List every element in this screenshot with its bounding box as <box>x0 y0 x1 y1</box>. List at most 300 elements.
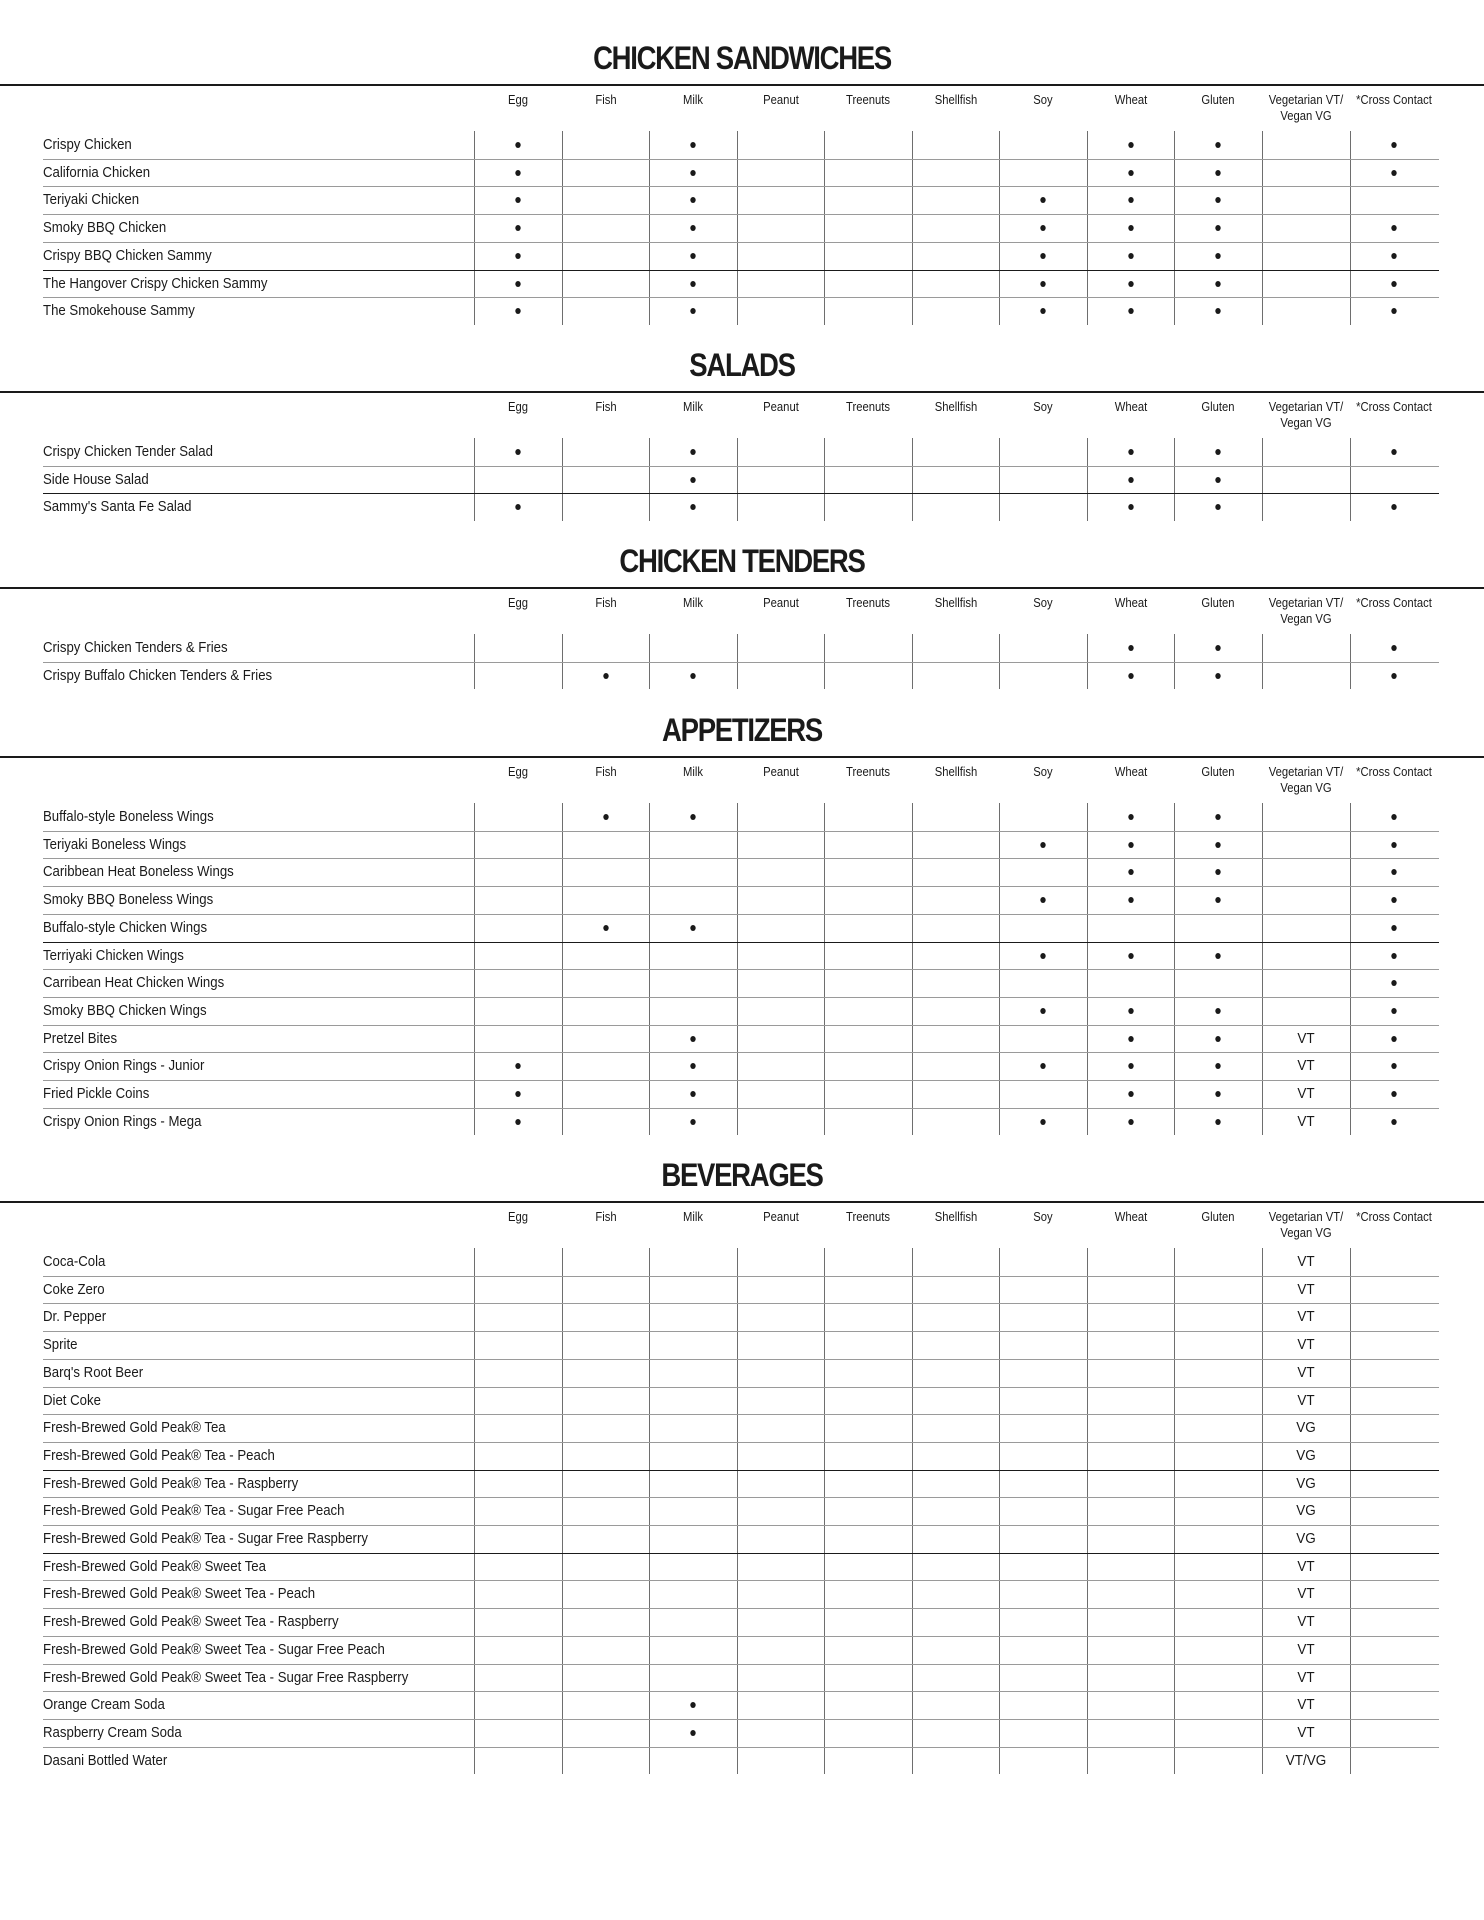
bullet-dot-icon <box>1128 1036 1133 1042</box>
menu-item-name: Diet Coke <box>43 1391 101 1409</box>
allergen-mark-soy <box>1003 1052 1082 1079</box>
allergen-mark-soy <box>1003 270 1082 297</box>
allergen-mark-fish <box>566 803 645 830</box>
allergen-mark-cross <box>1354 942 1433 969</box>
bullet-dot-icon <box>1215 897 1220 903</box>
bullet-dot-icon <box>690 925 695 931</box>
vegetarian-vegan-label: VG <box>1296 1502 1316 1520</box>
menu-item-name: Smoky BBQ Chicken Wings <box>43 1001 207 1019</box>
allergen-mark-cross <box>1354 914 1433 941</box>
allergen-mark-gluten <box>1178 1025 1257 1052</box>
menu-item-name: Fresh-Brewed Gold Peak® Sweet Tea <box>43 1557 266 1575</box>
menu-item-name: Crispy BBQ Chicken Sammy <box>43 246 212 264</box>
bullet-dot-icon <box>1215 842 1220 848</box>
bullet-dot-icon <box>1040 225 1045 231</box>
bullet-dot-icon <box>1391 253 1396 259</box>
allergen-mark-soy <box>1003 886 1082 913</box>
column-header-egg: Egg <box>507 596 529 610</box>
menu-item-name: Caribbean Heat Boneless Wings <box>43 863 234 881</box>
allergen-mark-milk <box>653 186 732 213</box>
column-header-treenuts: Treenuts <box>846 1210 890 1224</box>
bullet-dot-icon <box>1128 1063 1133 1069</box>
allergen-mark-wheat <box>1091 297 1170 324</box>
vegetarian-vegan-label: VG <box>1296 1419 1316 1437</box>
row-divider <box>43 1747 1439 1748</box>
section-title: BEVERAGES <box>661 1157 823 1193</box>
menu-item-name: Crispy Onion Rings - Mega <box>43 1112 202 1130</box>
column-header-egg: Egg <box>507 400 529 414</box>
allergen-mark-cross <box>1354 297 1433 324</box>
allergen-mark-gluten <box>1178 186 1257 213</box>
bullet-dot-icon <box>515 1119 520 1125</box>
bullet-dot-icon <box>515 142 520 148</box>
column-header-shellfish: Shellfish <box>934 765 978 779</box>
bullet-dot-icon <box>690 449 695 455</box>
column-divider <box>999 1248 1000 1774</box>
column-divider <box>474 438 475 521</box>
allergen-mark-gluten <box>1178 242 1257 269</box>
column-header-gluten: Gluten <box>1201 596 1235 610</box>
column-header-peanut: Peanut <box>763 596 799 610</box>
bullet-dot-icon <box>1128 869 1133 875</box>
menu-item-name: Side House Salad <box>43 470 149 488</box>
allergen-mark-soy <box>1003 1108 1082 1135</box>
column-header-peanut: Peanut <box>763 765 799 779</box>
bullet-dot-icon <box>1040 897 1045 903</box>
bullet-dot-icon <box>1391 1008 1396 1014</box>
bullet-dot-icon <box>603 673 608 679</box>
allergen-mark-egg <box>478 131 557 158</box>
allergen-mark-gluten <box>1178 858 1257 885</box>
column-divider <box>1174 438 1175 521</box>
menu-item-name: Buffalo-style Boneless Wings <box>43 808 214 825</box>
allergen-mark-cross <box>1354 662 1433 689</box>
vegetarian-vegan-label: VT <box>1297 1057 1315 1075</box>
bullet-dot-icon <box>603 814 608 820</box>
column-header-treenuts: Treenuts <box>846 400 890 414</box>
menu-item-name: Fried Pickle Coins <box>43 1085 150 1102</box>
allergen-mark-gluten <box>1178 159 1257 186</box>
allergen-mark-wheat <box>1091 1025 1170 1052</box>
bullet-dot-icon <box>1128 504 1133 510</box>
bullet-dot-icon <box>1391 281 1396 287</box>
bullet-dot-icon <box>1215 1091 1220 1097</box>
bullet-dot-icon <box>1391 449 1396 455</box>
column-header-milk: Milk <box>683 596 703 610</box>
column-divider <box>649 438 650 521</box>
section-rule <box>0 391 1484 393</box>
column-header-treenuts: Treenuts <box>846 93 890 107</box>
allergen-mark-wheat <box>1091 858 1170 885</box>
vegetarian-vegan-label: VT <box>1297 1112 1315 1130</box>
column-header-vegetarian-vt-vegan-vg: Vegetarian VT/ Vegan VG <box>1268 765 1344 795</box>
menu-item-name: Fresh-Brewed Gold Peak® Tea - Peach <box>43 1446 275 1464</box>
bullet-dot-icon <box>1391 953 1396 959</box>
allergen-mark-gluten <box>1178 1080 1257 1107</box>
row-divider <box>43 1691 1439 1692</box>
column-header-treenuts: Treenuts <box>846 596 890 610</box>
menu-item-name: Crispy Onion Rings - Junior <box>43 1057 205 1075</box>
column-header-peanut: Peanut <box>763 400 799 414</box>
column-header-shellfish: Shellfish <box>934 93 978 107</box>
bullet-dot-icon <box>1391 1119 1396 1125</box>
column-header-fish: Fish <box>595 93 617 107</box>
column-header-fish: Fish <box>595 765 617 779</box>
menu-item-name: Crispy Chicken <box>43 136 132 153</box>
allergen-mark-soy <box>1003 242 1082 269</box>
allergen-mark-wheat <box>1091 662 1170 689</box>
bullet-dot-icon <box>1040 1119 1045 1125</box>
bullet-dot-icon <box>1215 645 1220 651</box>
menu-item-name: Fresh-Brewed Gold Peak® Tea - Raspberry <box>43 1474 299 1492</box>
bullet-dot-icon <box>1128 225 1133 231</box>
menu-item-name: Teriyaki Chicken <box>43 191 140 209</box>
column-divider <box>474 1248 475 1774</box>
vegetarian-vegan-label: VT <box>1297 1085 1315 1102</box>
menu-item-name: Dr. Pepper <box>43 1308 107 1326</box>
allergen-mark-milk <box>653 493 732 520</box>
vegetarian-vegan-label: VT <box>1297 1613 1315 1631</box>
column-header-gluten: Gluten <box>1201 765 1235 779</box>
allergen-mark-egg <box>478 214 557 241</box>
vegetarian-vegan-label: VG <box>1296 1474 1316 1492</box>
column-header-egg: Egg <box>507 765 529 779</box>
allergen-mark-milk <box>653 914 732 941</box>
allergen-mark-gluten <box>1178 1108 1257 1135</box>
section-rule <box>0 756 1484 758</box>
column-header-soy: Soy <box>1033 596 1053 610</box>
allergen-mark-cross <box>1354 1025 1433 1052</box>
allergen-mark-egg <box>478 270 557 297</box>
bullet-dot-icon <box>1215 814 1220 820</box>
column-header-cross-contact: *Cross Contact <box>1356 596 1432 610</box>
vegetarian-vegan-label: VT <box>1297 1640 1315 1658</box>
bullet-dot-icon <box>1391 1036 1396 1042</box>
column-divider <box>1262 438 1263 521</box>
allergen-mark-milk <box>653 159 732 186</box>
allergen-mark-cross <box>1354 1080 1433 1107</box>
allergen-mark-wheat <box>1091 242 1170 269</box>
column-header-wheat: Wheat <box>1114 93 1148 107</box>
allergen-mark-egg <box>478 1052 557 1079</box>
bullet-dot-icon <box>1128 1008 1133 1014</box>
allergen-mark-egg <box>478 297 557 324</box>
bullet-dot-icon <box>1391 170 1396 176</box>
column-header-wheat: Wheat <box>1114 596 1148 610</box>
allergen-mark-egg <box>478 1080 557 1107</box>
bullet-dot-icon <box>1215 253 1220 259</box>
bullet-dot-icon <box>1215 197 1220 203</box>
allergen-mark-milk <box>653 297 732 324</box>
bullet-dot-icon <box>1215 142 1220 148</box>
menu-item-name: Smoky BBQ Boneless Wings <box>43 891 214 909</box>
allergen-mark-gluten <box>1178 662 1257 689</box>
vegetarian-vegan-label: VT <box>1297 1696 1315 1714</box>
bullet-dot-icon <box>1215 504 1220 510</box>
menu-item-name: Teriyaki Boneless Wings <box>43 835 187 853</box>
allergen-mark-wheat <box>1091 803 1170 830</box>
section-title: CHICKEN TENDERS <box>619 543 865 579</box>
section-title: SALADS <box>689 347 795 383</box>
column-header-shellfish: Shellfish <box>934 596 978 610</box>
column-header-fish: Fish <box>595 596 617 610</box>
allergen-mark-milk <box>653 1108 732 1135</box>
bullet-dot-icon <box>1215 225 1220 231</box>
column-header-vegetarian-vt-vegan-vg: Vegetarian VT/ Vegan VG <box>1268 1210 1344 1240</box>
bullet-dot-icon <box>515 253 520 259</box>
allergen-mark-wheat <box>1091 186 1170 213</box>
allergen-mark-fish <box>566 662 645 689</box>
bullet-dot-icon <box>690 1730 695 1736</box>
allergen-mark-gluten <box>1178 438 1257 465</box>
allergen-mark-gluten <box>1178 297 1257 324</box>
bullet-dot-icon <box>1128 1119 1133 1125</box>
column-divider <box>737 438 738 521</box>
bullet-dot-icon <box>690 308 695 314</box>
allergen-mark-wheat <box>1091 942 1170 969</box>
menu-item-name: Coca-Cola <box>43 1253 106 1270</box>
allergen-mark-cross <box>1354 803 1433 830</box>
row-divider <box>43 1359 1439 1360</box>
bullet-dot-icon <box>515 170 520 176</box>
column-divider <box>562 438 563 521</box>
bullet-dot-icon <box>690 142 695 148</box>
bullet-dot-icon <box>515 449 520 455</box>
allergen-mark-gluten <box>1178 634 1257 661</box>
allergen-mark-wheat <box>1091 1080 1170 1107</box>
bullet-dot-icon <box>690 1091 695 1097</box>
bullet-dot-icon <box>690 673 695 679</box>
allergen-mark-milk <box>653 466 732 493</box>
allergen-mark-wheat <box>1091 131 1170 158</box>
bullet-dot-icon <box>1215 1119 1220 1125</box>
menu-item-name: The Smokehouse Sammy <box>43 302 195 320</box>
bullet-dot-icon <box>1128 1091 1133 1097</box>
bullet-dot-icon <box>1215 449 1220 455</box>
allergen-mark-gluten <box>1178 131 1257 158</box>
bullet-dot-icon <box>1128 170 1133 176</box>
bullet-dot-icon <box>515 1063 520 1069</box>
allergen-mark-wheat <box>1091 270 1170 297</box>
column-header-vegetarian-vt-vegan-vg: Vegetarian VT/ Vegan VG <box>1268 400 1344 430</box>
menu-item-name: Fresh-Brewed Gold Peak® Sweet Tea - Raspberry <box>43 1613 339 1631</box>
allergen-mark-wheat <box>1091 493 1170 520</box>
menu-item-name: Barq's Root Beer <box>43 1363 144 1381</box>
allergen-mark-milk <box>653 1025 732 1052</box>
column-divider <box>737 131 738 325</box>
column-divider <box>1262 131 1263 325</box>
allergen-mark-gluten <box>1178 886 1257 913</box>
menu-item-name: Coke Zero <box>43 1280 105 1298</box>
vegetarian-vegan-label: VT <box>1297 1280 1315 1298</box>
column-header-gluten: Gluten <box>1201 93 1235 107</box>
allergen-mark-gluten <box>1178 831 1257 858</box>
column-divider <box>1350 1248 1351 1774</box>
bullet-dot-icon <box>1128 477 1133 483</box>
allergen-mark-milk <box>653 1080 732 1107</box>
bullet-dot-icon <box>1215 477 1220 483</box>
allergen-mark-cross <box>1354 1108 1433 1135</box>
section-rule <box>0 587 1484 589</box>
column-header-shellfish: Shellfish <box>934 1210 978 1224</box>
column-divider <box>1350 131 1351 325</box>
allergen-mark-wheat <box>1091 831 1170 858</box>
column-divider <box>562 1248 563 1774</box>
column-divider <box>912 1248 913 1774</box>
column-divider <box>1087 131 1088 325</box>
bullet-dot-icon <box>1128 953 1133 959</box>
bullet-dot-icon <box>1040 953 1045 959</box>
allergen-mark-milk <box>653 1691 732 1718</box>
menu-item-name: Sammy's Santa Fe Salad <box>43 498 192 516</box>
allergen-mark-wheat <box>1091 886 1170 913</box>
column-header-soy: Soy <box>1033 1210 1053 1224</box>
menu-item-name: California Chicken <box>43 163 151 181</box>
bullet-dot-icon <box>1128 142 1133 148</box>
menu-item-name: Fresh-Brewed Gold Peak® Sweet Tea - Peach <box>43 1585 316 1603</box>
bullet-dot-icon <box>1391 897 1396 903</box>
bullet-dot-icon <box>1040 197 1045 203</box>
column-header-wheat: Wheat <box>1114 765 1148 779</box>
column-header-milk: Milk <box>683 765 703 779</box>
column-header-fish: Fish <box>595 400 617 414</box>
bullet-dot-icon <box>1391 869 1396 875</box>
bullet-dot-icon <box>603 925 608 931</box>
bullet-dot-icon <box>515 308 520 314</box>
allergen-mark-egg <box>478 493 557 520</box>
allergen-mark-soy <box>1003 297 1082 324</box>
column-header-peanut: Peanut <box>763 1210 799 1224</box>
allergen-mark-cross <box>1354 270 1433 297</box>
allergen-mark-wheat <box>1091 997 1170 1024</box>
bullet-dot-icon <box>1040 253 1045 259</box>
column-divider <box>1350 438 1351 521</box>
bullet-dot-icon <box>1128 253 1133 259</box>
allergen-mark-cross <box>1354 493 1433 520</box>
bullet-dot-icon <box>690 1063 695 1069</box>
column-divider <box>999 131 1000 325</box>
allergen-mark-milk <box>653 803 732 830</box>
menu-item-name: Dasani Bottled Water <box>43 1751 168 1769</box>
menu-item-name: Raspberry Cream Soda <box>43 1723 182 1741</box>
row-divider <box>43 969 1439 970</box>
allergen-mark-milk <box>653 1052 732 1079</box>
bullet-dot-icon <box>1391 225 1396 231</box>
allergen-mark-cross <box>1354 1052 1433 1079</box>
row-divider <box>43 1331 1439 1332</box>
bullet-dot-icon <box>690 1702 695 1708</box>
column-divider <box>824 438 825 521</box>
bullet-dot-icon <box>515 1091 520 1097</box>
allergen-mark-soy <box>1003 214 1082 241</box>
bullet-dot-icon <box>1128 897 1133 903</box>
menu-item-name: Crispy Chicken Tenders & Fries <box>43 639 228 656</box>
bullet-dot-icon <box>1128 814 1133 820</box>
bullet-dot-icon <box>690 477 695 483</box>
allergen-mark-egg <box>478 242 557 269</box>
column-header-milk: Milk <box>683 1210 703 1224</box>
column-header-soy: Soy <box>1033 765 1053 779</box>
column-header-soy: Soy <box>1033 93 1053 107</box>
allergen-mark-egg <box>478 159 557 186</box>
column-header-wheat: Wheat <box>1114 1210 1148 1224</box>
bullet-dot-icon <box>690 1119 695 1125</box>
bullet-dot-icon <box>1128 281 1133 287</box>
bullet-dot-icon <box>515 504 520 510</box>
bullet-dot-icon <box>1128 308 1133 314</box>
allergen-mark-wheat <box>1091 1052 1170 1079</box>
column-header-milk: Milk <box>683 93 703 107</box>
allergen-mark-wheat <box>1091 1108 1170 1135</box>
column-header-cross-contact: *Cross Contact <box>1356 1210 1432 1224</box>
menu-item-name: Fresh-Brewed Gold Peak® Sweet Tea - Sugar Free Peach <box>43 1640 385 1658</box>
bullet-dot-icon <box>1215 869 1220 875</box>
menu-item-name: Fresh-Brewed Gold Peak® Tea - Sugar Free Raspberry <box>43 1530 368 1547</box>
bullet-dot-icon <box>1391 504 1396 510</box>
column-divider <box>737 1248 738 1774</box>
allergen-mark-cross <box>1354 438 1433 465</box>
bullet-dot-icon <box>690 504 695 510</box>
bullet-dot-icon <box>1040 281 1045 287</box>
menu-item-name: Buffalo-style Chicken Wings <box>43 918 208 936</box>
allergen-mark-milk <box>653 438 732 465</box>
vegetarian-vegan-label: VT <box>1297 1029 1315 1047</box>
bullet-dot-icon <box>1391 142 1396 148</box>
bullet-dot-icon <box>690 170 695 176</box>
bullet-dot-icon <box>1040 308 1045 314</box>
vegetarian-vegan-label: VT <box>1297 1253 1315 1270</box>
row-divider <box>43 1303 1439 1304</box>
bullet-dot-icon <box>690 281 695 287</box>
column-divider <box>1174 1248 1175 1774</box>
bullet-dot-icon <box>1215 281 1220 287</box>
column-divider <box>649 1248 650 1774</box>
bullet-dot-icon <box>690 225 695 231</box>
bullet-dot-icon <box>1128 197 1133 203</box>
column-divider <box>1262 1248 1263 1774</box>
allergen-mark-milk <box>653 270 732 297</box>
allergen-mark-gluten <box>1178 493 1257 520</box>
bullet-dot-icon <box>1128 842 1133 848</box>
bullet-dot-icon <box>1215 1008 1220 1014</box>
allergen-mark-cross <box>1354 634 1433 661</box>
allergen-mark-gluten <box>1178 997 1257 1024</box>
allergen-mark-cross <box>1354 242 1433 269</box>
allergen-mark-egg <box>478 186 557 213</box>
column-divider <box>1087 438 1088 521</box>
bullet-dot-icon <box>515 225 520 231</box>
allergen-mark-soy <box>1003 997 1082 1024</box>
column-header-wheat: Wheat <box>1114 400 1148 414</box>
vegetarian-vegan-label: VT <box>1297 1308 1315 1326</box>
menu-item-name: Fresh-Brewed Gold Peak® Sweet Tea - Sugar Free Raspberry <box>43 1668 409 1686</box>
menu-item-name: Smoky BBQ Chicken <box>43 219 167 237</box>
allergen-mark-gluten <box>1178 1052 1257 1079</box>
bullet-dot-icon <box>515 281 520 287</box>
allergen-mark-gluten <box>1178 466 1257 493</box>
bullet-dot-icon <box>1391 814 1396 820</box>
allergen-mark-milk <box>653 242 732 269</box>
menu-item-name: Fresh-Brewed Gold Peak® Tea - Sugar Free Peach <box>43 1502 345 1520</box>
column-divider <box>999 438 1000 521</box>
column-header-egg: Egg <box>507 93 529 107</box>
section-rule <box>0 1201 1484 1203</box>
vegetarian-vegan-label: VT <box>1297 1363 1315 1381</box>
column-divider <box>562 131 563 325</box>
allergen-mark-gluten <box>1178 214 1257 241</box>
allergen-mark-egg <box>478 438 557 465</box>
menu-item-name: Fresh-Brewed Gold Peak® Tea <box>43 1419 226 1437</box>
